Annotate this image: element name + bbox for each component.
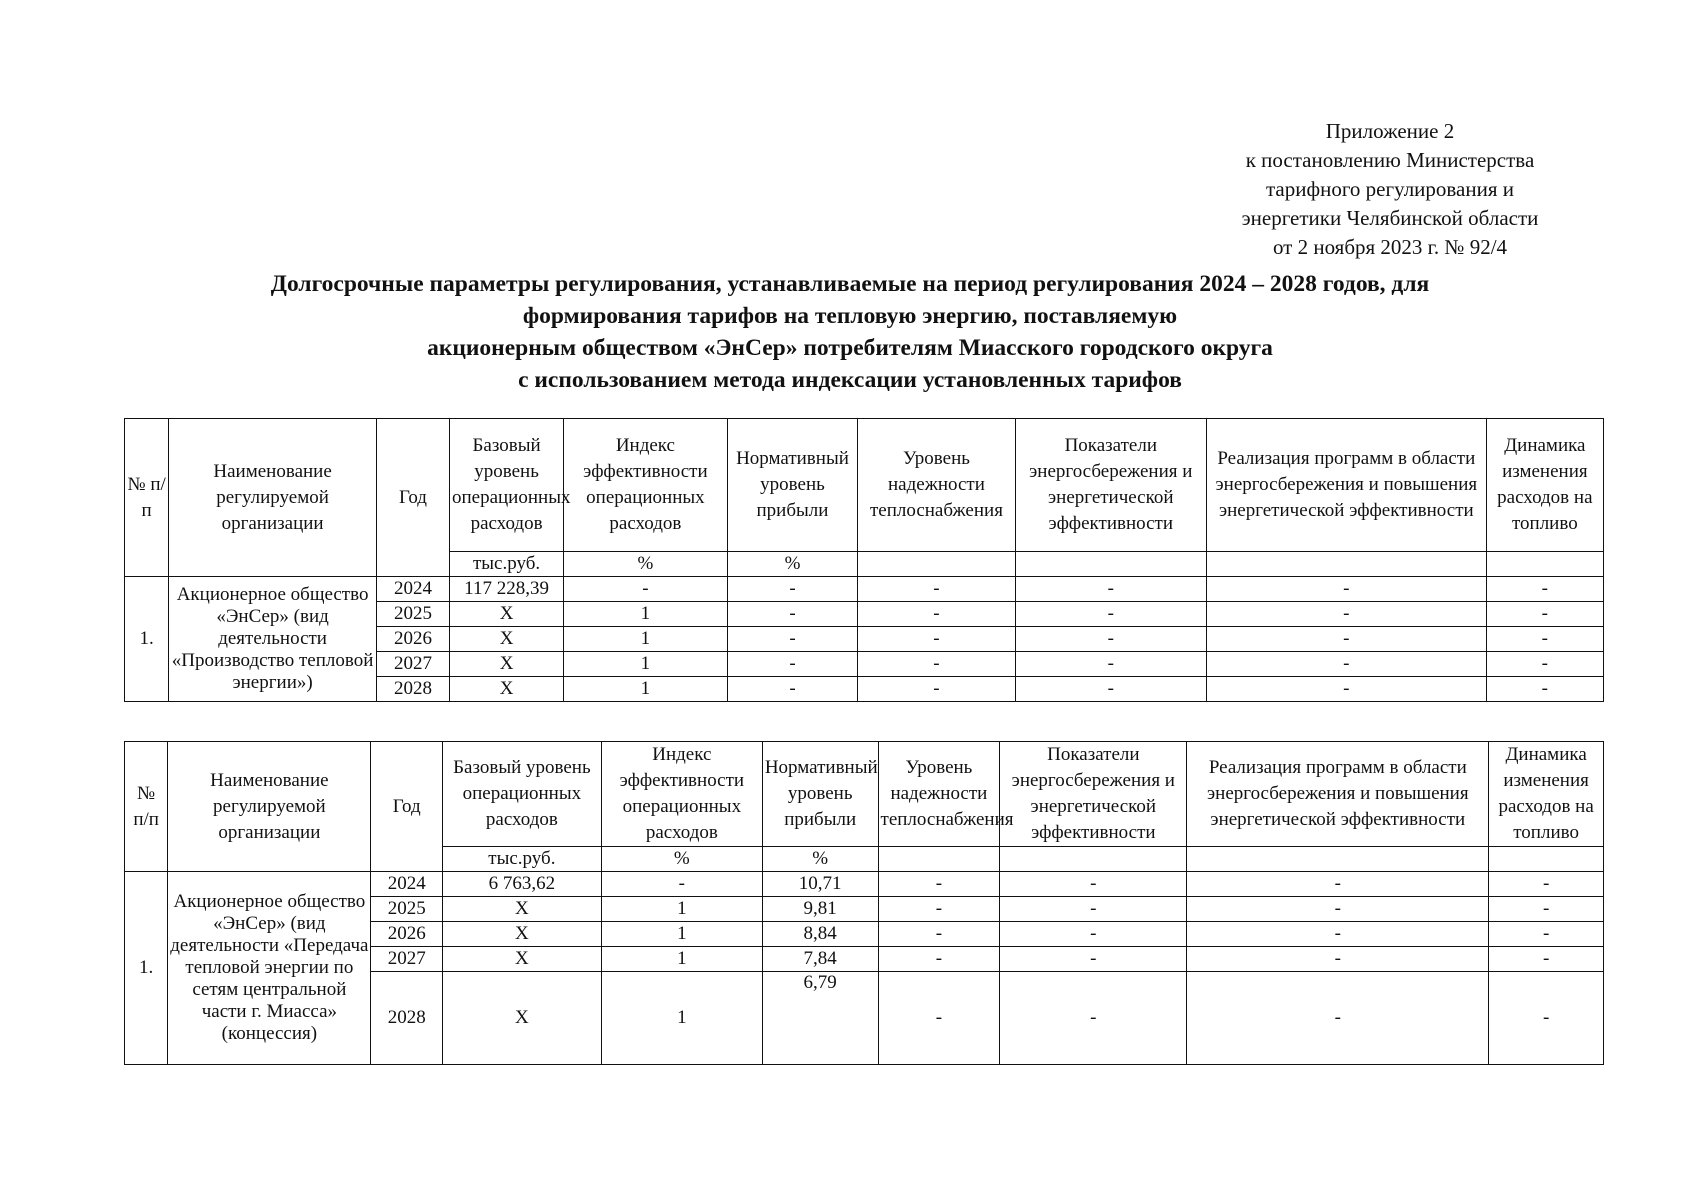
cell-base: Х	[442, 947, 601, 972]
cell-programs: -	[1187, 972, 1489, 1065]
cell-base: Х	[449, 602, 563, 627]
cell-programs: -	[1187, 922, 1489, 947]
cell-programs: -	[1206, 652, 1486, 677]
cell-programs: -	[1206, 627, 1486, 652]
header-energy: Показатели энергосбережения и энергетической эффективности	[1015, 419, 1206, 552]
cell-reliability: -	[878, 897, 1000, 922]
header-reliability: Уровень надежности теплоснабжения	[858, 419, 1015, 552]
appendix-line: Приложение 2	[1325, 119, 1455, 143]
cell-energy: -	[1015, 627, 1206, 652]
parameters-table-transmission	[124, 741, 1604, 1065]
cell-profit: 7,84	[762, 947, 878, 972]
cell-reliability: -	[878, 947, 1000, 972]
cell-index: 1	[601, 947, 762, 972]
header-org: Наименование регулируемой организации	[169, 419, 377, 577]
header-reliability: Уровень надежности теплоснабжения	[878, 742, 1000, 847]
cell-index: 1	[564, 602, 728, 627]
table-row	[125, 872, 1604, 897]
cell-energy: -	[1000, 922, 1187, 947]
cell-programs: -	[1187, 897, 1489, 922]
cell-fuel: -	[1489, 897, 1604, 922]
cell-base: 117 228,39	[449, 577, 563, 602]
cell-index: 1	[601, 972, 762, 1065]
cell-year: 2025	[371, 897, 442, 922]
cell-reliability: -	[878, 872, 1000, 897]
header-programs: Реализация программ в области энергосбережения и повышения энергетической эффективности	[1187, 742, 1489, 847]
appendix-line: к постановлению Министерства	[1245, 148, 1535, 172]
cell-year: 2027	[376, 652, 449, 677]
parameters-table-production	[124, 418, 1604, 702]
header-index: Индекс эффективности операционных расходов	[601, 742, 762, 847]
cell-fuel: -	[1486, 677, 1603, 702]
cell-base: 6 763,62	[442, 872, 601, 897]
cell-fuel: -	[1489, 922, 1604, 947]
cell-year: 2028	[371, 972, 442, 1065]
cell-reliability: -	[878, 922, 1000, 947]
title-line: формирования тарифов на тепловую энергию, поставляемую	[522, 303, 1178, 329]
document-title	[130, 268, 1570, 396]
title-line: Долгосрочные параметры регулирования, устанавливаемые на период регулирования 2024 – 2028 годов, для	[270, 271, 1430, 297]
cell-base: Х	[449, 627, 563, 652]
unit-profit: %	[727, 552, 858, 577]
cell-profit: -	[727, 627, 858, 652]
cell-year: 2024	[371, 872, 442, 897]
cell-index: 1	[564, 627, 728, 652]
cell-base: Х	[442, 972, 601, 1065]
cell-year: 2028	[376, 677, 449, 702]
cell-base: Х	[442, 897, 601, 922]
cell-energy: -	[1015, 602, 1206, 627]
cell-energy: -	[1000, 897, 1187, 922]
header-fuel: Динамика изменения расходов на топливо	[1486, 419, 1603, 552]
cell-index: 1	[564, 677, 728, 702]
cell-index: 1	[601, 922, 762, 947]
unit-index: %	[601, 847, 762, 872]
cell-energy: -	[1015, 652, 1206, 677]
header-profit: Нормативный уровень прибыли	[762, 742, 878, 847]
cell-year: 2025	[376, 602, 449, 627]
cell-profit: 10,71	[762, 872, 878, 897]
appendix-line: тарифного регулирования и	[1266, 177, 1514, 201]
header-fuel: Динамика изменения расходов на топливо	[1489, 742, 1604, 847]
cell-profit: 8,84	[762, 922, 878, 947]
cell-year: 2026	[376, 627, 449, 652]
cell-reliability: -	[858, 652, 1015, 677]
row-num: 1.	[125, 577, 169, 702]
cell-fuel: -	[1489, 872, 1604, 897]
cell-fuel: -	[1486, 577, 1603, 602]
cell-profit: 9,81	[762, 897, 878, 922]
cell-base: Х	[449, 677, 563, 702]
cell-programs: -	[1187, 947, 1489, 972]
header-num: № п/п	[125, 742, 168, 872]
cell-reliability: -	[858, 577, 1015, 602]
header-base: Базовый уровень операционных расходов	[442, 742, 601, 847]
cell-fuel: -	[1489, 972, 1604, 1065]
unit-base: тыс.руб.	[449, 552, 563, 577]
appendix-line: от 2 ноября 2023 г. № 92/4	[1272, 235, 1508, 259]
cell-energy: -	[1015, 677, 1206, 702]
cell-year: 2026	[371, 922, 442, 947]
cell-profit: -	[727, 652, 858, 677]
title-line: акционерным обществом «ЭнСер» потребителям Миасского городского округа	[427, 335, 1273, 361]
cell-fuel: -	[1486, 652, 1603, 677]
cell-profit: -	[727, 677, 858, 702]
cell-profit: 6,79	[762, 972, 878, 1065]
cell-year: 2027	[371, 947, 442, 972]
cell-energy: -	[1000, 947, 1187, 972]
cell-programs: -	[1206, 577, 1486, 602]
cell-energy: -	[1015, 577, 1206, 602]
cell-profit: -	[727, 602, 858, 627]
cell-index: -	[564, 577, 728, 602]
appendix-reference	[1180, 117, 1600, 262]
header-num: № п/п	[125, 419, 169, 577]
cell-fuel: -	[1486, 627, 1603, 652]
cell-energy: -	[1000, 872, 1187, 897]
org-name: Акционерное общество «ЭнСер» (вид деятельности «Производство тепловой энергии»)	[169, 577, 377, 702]
cell-programs: -	[1187, 872, 1489, 897]
table-row	[125, 577, 1604, 602]
unit-index: %	[564, 552, 728, 577]
header-index: Индекс эффективности операционных расходов	[564, 419, 728, 552]
cell-fuel: -	[1486, 602, 1603, 627]
header-energy: Показатели энергосбережения и энергетической эффективности	[1000, 742, 1187, 847]
header-base: Базовый уровень операционных расходов	[449, 419, 563, 552]
header-profit: Нормативный уровень прибыли	[727, 419, 858, 552]
header-programs: Реализация программ в области энергосбережения и повышения энергетической эффективности	[1206, 419, 1486, 552]
cell-reliability: -	[858, 677, 1015, 702]
cell-base: Х	[449, 652, 563, 677]
cell-programs: -	[1206, 602, 1486, 627]
title-line: с использованием метода индексации установленных тарифов	[518, 367, 1182, 393]
cell-reliability: -	[858, 627, 1015, 652]
cell-profit: -	[727, 577, 858, 602]
cell-fuel: -	[1489, 947, 1604, 972]
header-year: Год	[371, 742, 442, 872]
cell-base: Х	[442, 922, 601, 947]
cell-index: -	[601, 872, 762, 897]
cell-reliability: -	[858, 602, 1015, 627]
cell-index: 1	[601, 897, 762, 922]
cell-programs: -	[1206, 677, 1486, 702]
header-org: Наименование регулируемой организации	[168, 742, 371, 872]
header-year: Год	[376, 419, 449, 577]
cell-year: 2024	[376, 577, 449, 602]
cell-index: 1	[564, 652, 728, 677]
unit-base: тыс.руб.	[442, 847, 601, 872]
appendix-line: энергетики Челябинской области	[1241, 206, 1539, 230]
cell-reliability: -	[878, 972, 1000, 1065]
unit-profit: %	[762, 847, 878, 872]
cell-energy: -	[1000, 972, 1187, 1065]
row-num: 1.	[125, 872, 168, 1065]
org-name: Акционерное общество «ЭнСер» (вид деятельности «Передача тепловой энергии по сетям центральной части г. Миасса» (концессия)	[168, 872, 371, 1065]
